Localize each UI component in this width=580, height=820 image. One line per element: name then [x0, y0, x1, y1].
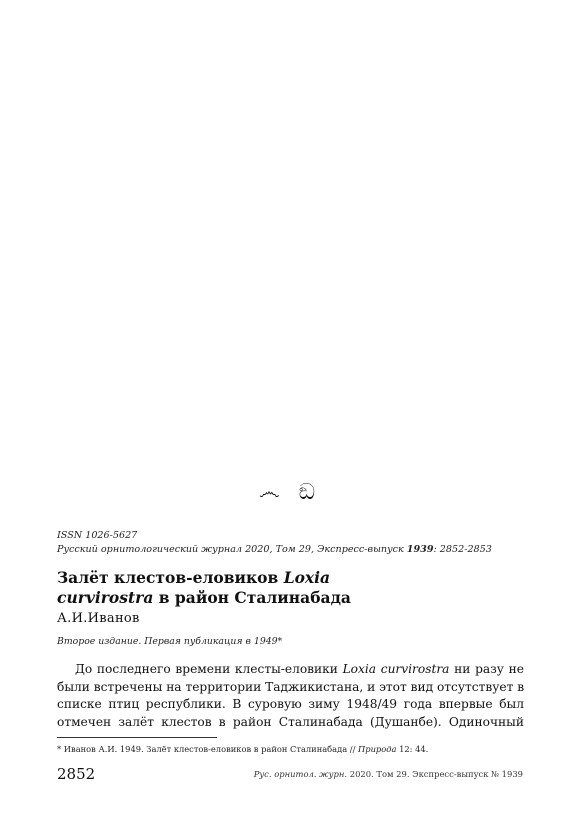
- journal-citation-text: Русский орнитологический журнал 2020, Том 29, Экспресс-выпуск: [57, 544, 407, 555]
- body-line: были встречены на территории Таджикистана, и этот вид отсутствует в: [57, 679, 525, 694]
- body-line: [57, 661, 524, 679]
- body-text-segment: ни разу не: [449, 662, 524, 676]
- body-line: списке птиц республики. В суровую зиму 1948/49 года впервые был: [57, 697, 524, 712]
- running-footer-issue: 2020. Том 29. Экспресс-выпуск № 1939: [347, 769, 523, 779]
- latin-name: Loxia curvirostra: [342, 662, 450, 676]
- page-number: 2852: [57, 765, 96, 783]
- footnote-text: * Иванов А.И. 1949. Залёт клестов-еловиков в район Сталинабада //: [57, 744, 359, 754]
- issn-line: ISSN 1026-5627: [57, 530, 138, 541]
- footnote-journal: Природа: [358, 744, 397, 754]
- page-range: : 2852-2853: [433, 544, 492, 555]
- title-latin-genus: Loxia: [283, 568, 331, 587]
- article-title: [57, 568, 527, 608]
- ornament-divider: ෴ ඞ: [258, 480, 322, 505]
- running-footer-journal: Рус. орнитол. журн.: [253, 769, 348, 779]
- body-text-segment: До последнего времени клесты-еловики: [75, 662, 343, 676]
- footnote: [57, 744, 428, 754]
- journal-metadata: [57, 529, 492, 557]
- journal-citation-line: [57, 543, 492, 557]
- article-body: [57, 661, 524, 731]
- footnote-pages: 12: 44.: [396, 744, 429, 754]
- title-latin-species: curvirostra: [57, 588, 154, 607]
- footnote-separator: [57, 737, 217, 738]
- title-part1: Залёт клестов-еловиков: [57, 568, 284, 587]
- body-line: отмечен залёт клестов в район Сталинабада (Душанбе). Одиночный: [57, 714, 524, 729]
- author-name: А.И.Иванов: [57, 611, 140, 626]
- issue-number: 1939: [406, 544, 434, 555]
- running-footer: [254, 769, 523, 779]
- edition-note: Второе издание. Первая публикация в 1949*: [57, 636, 283, 647]
- title-part2: в район Сталинабада: [153, 588, 351, 607]
